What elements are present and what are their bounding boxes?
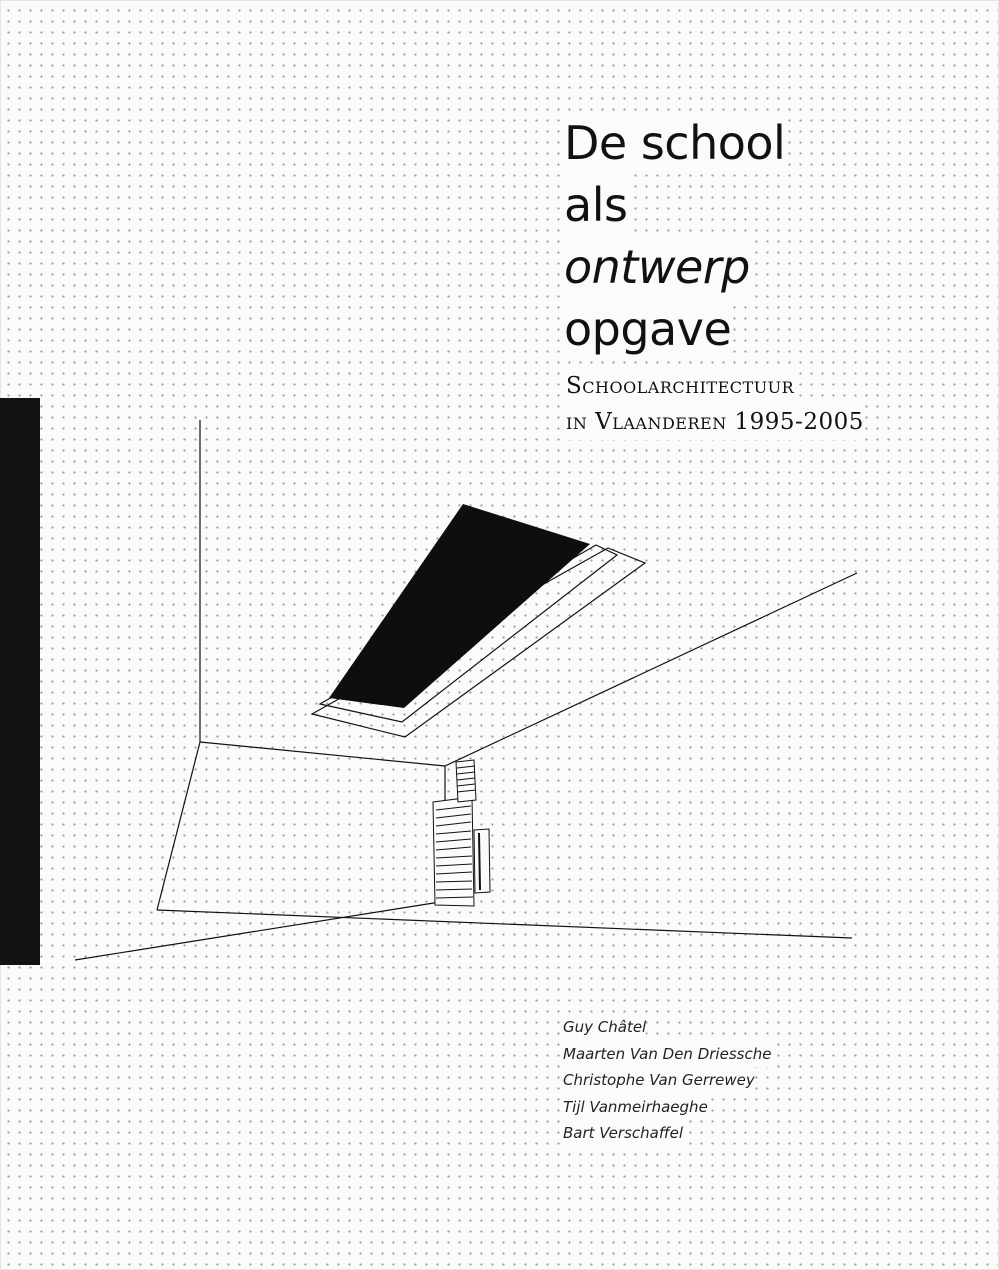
illustration-bottom-diagonal <box>75 902 440 960</box>
louvred-door <box>433 797 474 906</box>
title-line-4: opgave <box>564 298 731 360</box>
book-subtitle <box>566 368 864 440</box>
illustration-left-wall-line <box>157 742 200 910</box>
author-name: Bart Verschaffel <box>563 1120 683 1147</box>
author-name: Maarten Van Den Driessche <box>563 1041 771 1068</box>
author-list <box>563 1014 771 1147</box>
subtitle-line-1: Schoolarchitectuur <box>566 368 794 404</box>
author-name: Guy Châtel <box>563 1014 646 1041</box>
title-line-2: als <box>564 174 627 236</box>
title-line-1: De school <box>564 112 785 174</box>
title-line-3: ontwerp <box>564 236 750 298</box>
author-name: Christophe Van Gerrewey <box>563 1067 755 1094</box>
book-title <box>564 112 785 360</box>
illustration-floor-line <box>157 910 852 938</box>
author-name: Tijl Vanmeirhaeghe <box>563 1094 708 1121</box>
illustration-ceiling-left-edge <box>200 742 445 766</box>
subtitle-line-2: in Vlaanderen 1995-2005 <box>566 404 864 440</box>
